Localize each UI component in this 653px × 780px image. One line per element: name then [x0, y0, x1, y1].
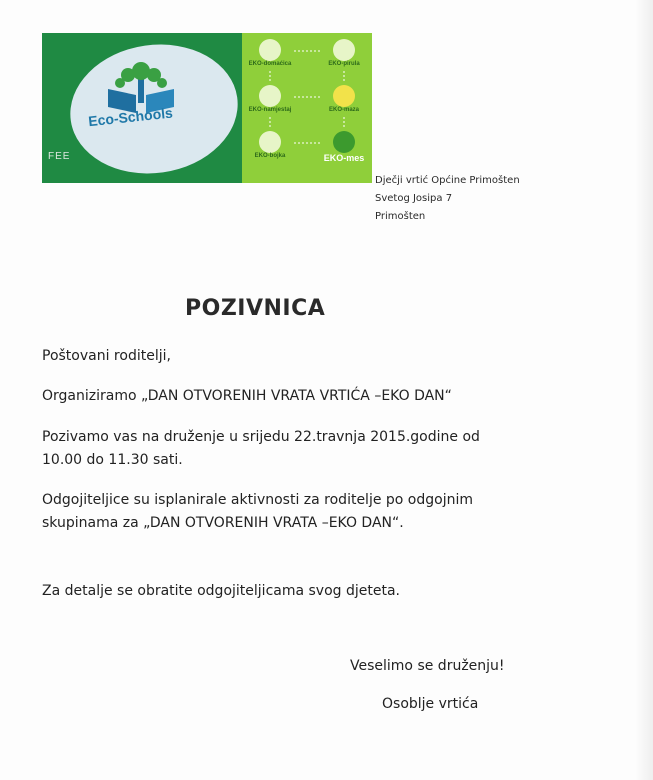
eco-cell-2 [320, 37, 368, 73]
eco-cell-1 [246, 37, 294, 73]
closing-line-1: Veselimo se druženju! [350, 658, 505, 674]
eco-cell-icon [333, 39, 355, 61]
eco-activities-panel [242, 33, 372, 183]
eco-cell-5 [246, 129, 294, 165]
paragraph-activities: Odgojiteljice su isplanirale aktivnosti za roditelje po odgojnim skupinama za „DAN OTVORENIH VRATA –EKO DAN“. [42, 492, 473, 531]
eco-cell-icon [259, 39, 281, 61]
greeting: Poštovani roditelji, [42, 348, 171, 364]
flower-icon [333, 85, 355, 107]
eco-cell-4 [320, 83, 368, 119]
paragraph-event: Organiziramo „DAN OTVORENIH VRATA VRTIĆA –EKO DAN“ [42, 388, 452, 404]
eco-cell-6 [320, 129, 368, 165]
eco-schools-header-image [42, 33, 372, 183]
address-line-3: Primošten [375, 211, 426, 222]
eco-cell-3 [246, 83, 294, 119]
eco-cell-label: EKO-maza [328, 107, 359, 113]
address-line-1: Dječji vrtić Općine Primošten [375, 175, 520, 186]
eco-cell-label: EKO-domaćica [248, 61, 292, 67]
eco-schools-logo-panel [42, 33, 242, 183]
page-edge-shadow [635, 0, 653, 780]
eco-cell-label: EKO-namjestaj [248, 107, 292, 113]
eco-cell-label: EKO-pirula [328, 61, 360, 67]
eco-cell-label: EKO-bojka [254, 153, 286, 159]
paragraph-date: Pozivamo vas na druženje u srijedu 22.travnja 2015.godine od 10.00 do 11.30 sati. [42, 429, 480, 468]
eco-cell-label: EKO-mes [323, 153, 365, 163]
fee-logo-text: FEE [48, 151, 71, 162]
sender-address [375, 172, 520, 226]
eco-schools-logo-text: Eco-Schools [87, 104, 174, 130]
address-line-2: Svetog Josipa 7 [375, 193, 453, 204]
eco-cell-icon [333, 131, 355, 153]
page-title: POZIVNICA [185, 296, 326, 321]
eco-cell-icon [259, 85, 281, 107]
closing-signature: Osoblje vrtića [382, 696, 479, 712]
paragraph-contact: Za detalje se obratite odgojiteljicama svog djeteta. [42, 583, 400, 599]
eco-cell-icon [259, 131, 281, 153]
